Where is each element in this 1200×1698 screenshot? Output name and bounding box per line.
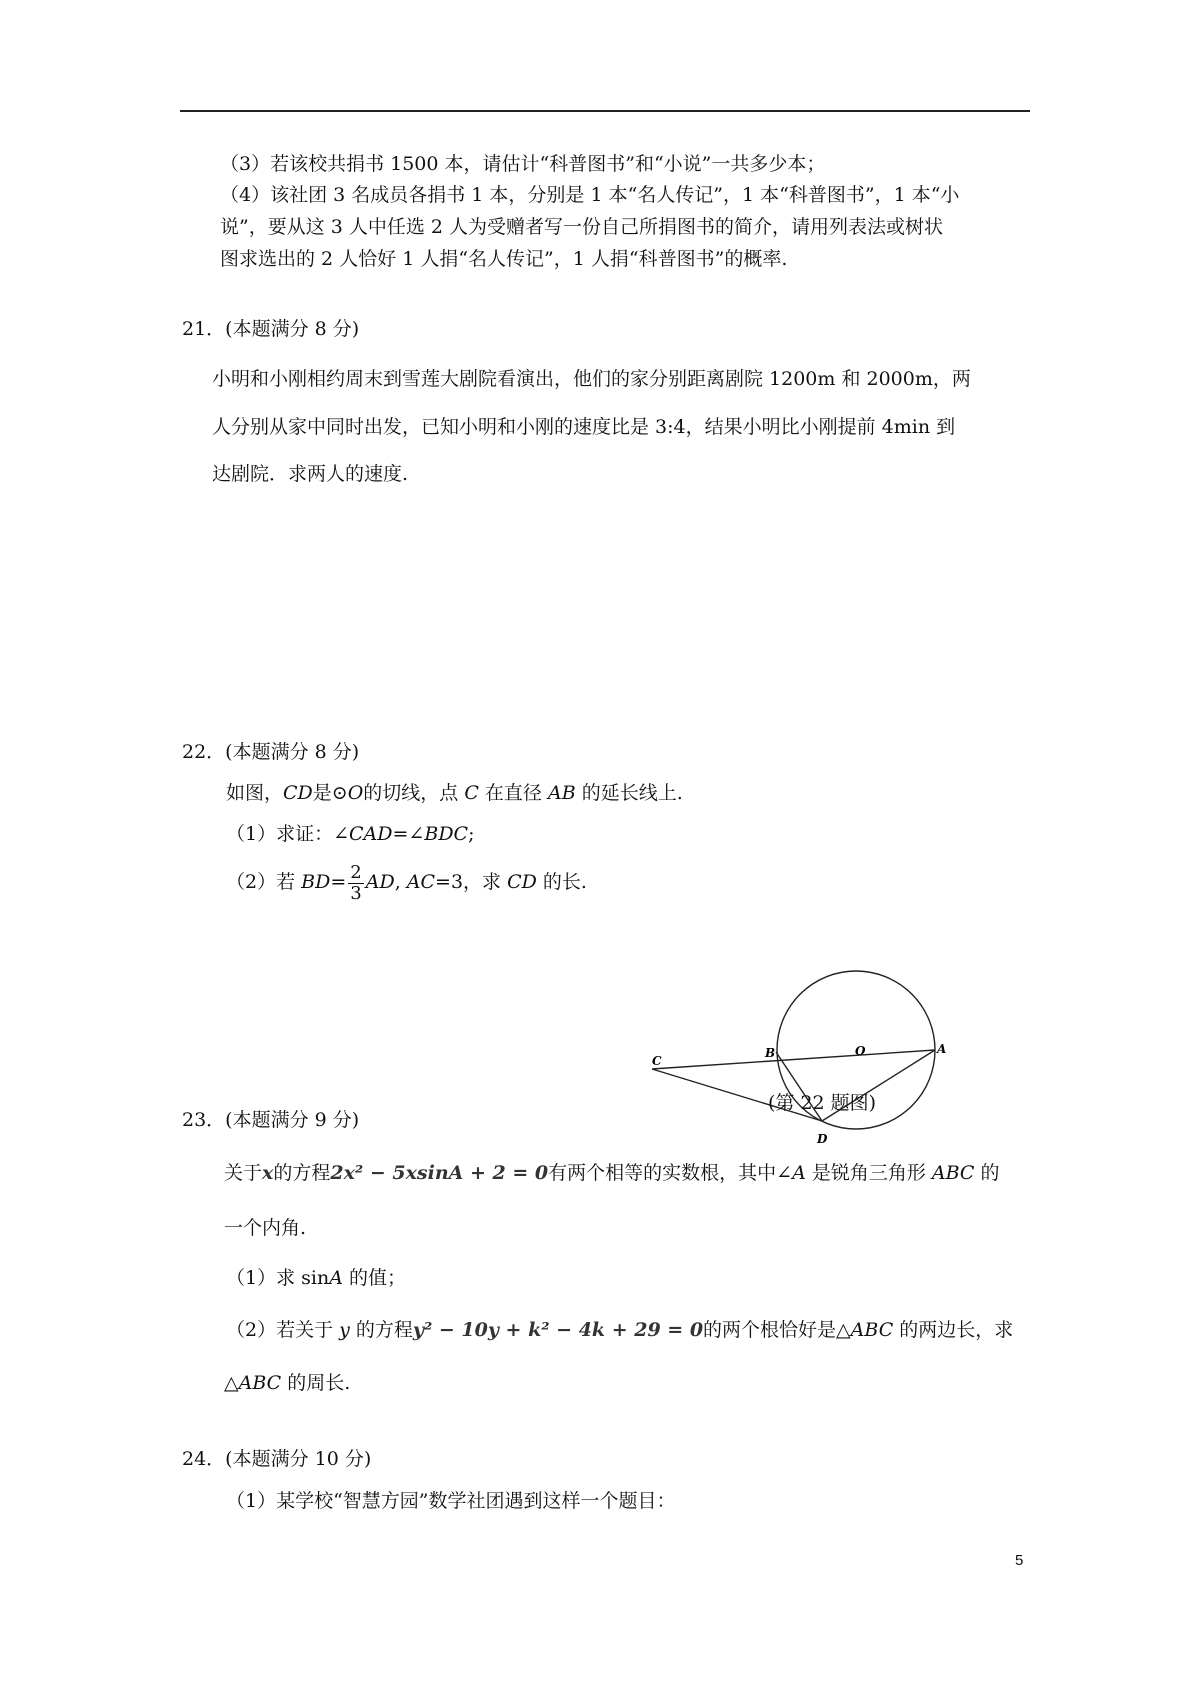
q23-equation-1: 2x² − 5xsinA + 2 = 0	[330, 1162, 549, 1184]
q22-figure-caption: (第 22 题图)	[768, 1092, 877, 1114]
q23-line2: 一个内角.	[224, 1217, 307, 1239]
q22-part1: （1）求证：∠CAD=∠BDC;	[226, 823, 475, 845]
q23-part1: （1）求 sinA 的值；	[226, 1267, 406, 1289]
q21-line3: 达剧院．求两人的速度.	[212, 463, 409, 485]
q22-intro: 如图，CD是⊙O的切线，点 C 在直径 AB 的延长线上.	[226, 782, 683, 804]
q20-item4-line2: 说”，要从这 3 人中任选 2 人为受赠者写一份自己所捐图书的简介，请用列表法或树状	[220, 216, 944, 238]
q22-figure	[640, 965, 960, 1150]
q22-part2: （2）若 BD= $\frac{2}{3}$ AD, AC=3，求 CD 的长.	[226, 861, 587, 904]
q22-header: 22．(本题满分 8 分)	[182, 741, 360, 763]
q21-line1: 小明和小刚相约周末到雪莲大剧院看演出，他们的家分别距离剧院 1200m 和 2000m，两	[212, 368, 971, 390]
line-ca	[652, 1050, 935, 1069]
q20-item4-line1: （4）该社团 3 名成员各捐书 1 本，分别是 1 本“名人传记”，1 本“科普图书”，1 本“小	[220, 184, 960, 206]
label-d: D	[817, 1132, 828, 1146]
q24-part1: （1）某学校“智慧方园”数学社团遇到这样一个题目：	[226, 1490, 676, 1512]
q23-part2: （2）若关于 y 的方程y² − 10y + k² − 4k + 29 = 0的两个根恰好是△ABC 的两边长，求	[226, 1319, 1014, 1341]
header-rule	[180, 110, 1030, 112]
q23-line4: △ABC 的周长.	[224, 1372, 351, 1394]
label-c: C	[652, 1054, 662, 1068]
page-number: 5	[1015, 1552, 1024, 1569]
q23-header: 23．(本题满分 9 分)	[182, 1109, 360, 1131]
label-o: O	[855, 1044, 866, 1058]
fraction-two-thirds: $\frac{2}{3}$	[350, 861, 362, 904]
q20-item3: （3）若该校共捐书 1500 本，请估计“科普图书”和“小说”一共多少本；	[220, 153, 826, 175]
q21-line2: 人分别从家中同时出发，已知小明和小刚的速度比是 3:4，结果小明比小刚提前 4min 到	[212, 416, 956, 438]
q20-item4-line3: 图求选出的 2 人恰好 1 人捐“名人传记”，1 人捐“科普图书”的概率.	[220, 248, 788, 270]
q24-header: 24．(本题满分 10 分)	[182, 1448, 372, 1470]
q23-line1: 关于x的方程2x² − 5xsinA + 2 = 0有两个相等的实数根，其中∠A 是锐角三角形 ABC 的	[224, 1162, 1000, 1184]
label-a: A	[937, 1042, 947, 1056]
q21-header: 21．(本题满分 8 分)	[182, 318, 360, 340]
label-b: B	[765, 1046, 776, 1060]
q23-equation-2: y² − 10y + k² − 4k + 29 = 0	[412, 1319, 704, 1341]
